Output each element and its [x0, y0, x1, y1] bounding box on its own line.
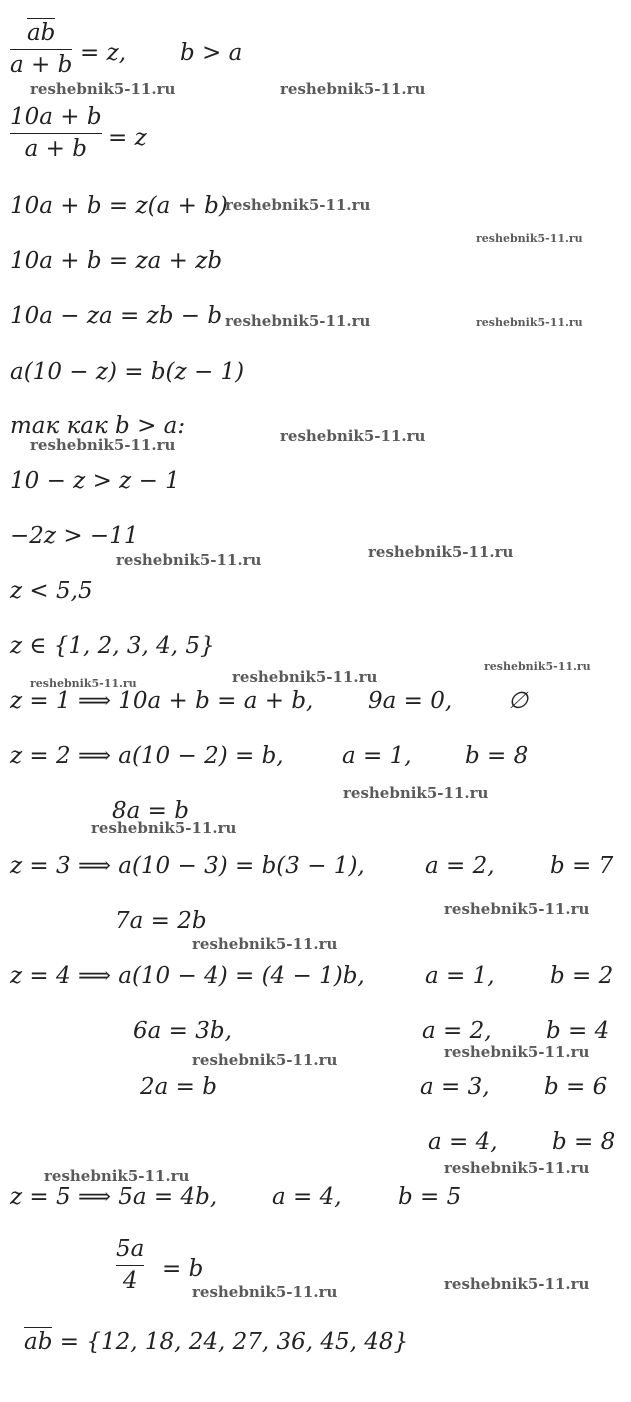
- case-z3-b: b = 7: [550, 853, 614, 879]
- inequality-line: z < 5,5: [10, 578, 93, 604]
- watermark: reshebnik5-11.ru: [192, 1051, 338, 1069]
- case-z4-b4: b = 8: [552, 1129, 616, 1155]
- case-z2-b: b = 8: [465, 743, 529, 769]
- text-line-since: так как b > a:: [10, 413, 186, 439]
- watermark: reshebnik5-11.ru: [30, 436, 176, 454]
- fraction-ab-over-a-plus-b: [10, 22, 72, 77]
- watermark: reshebnik5-11.ru: [444, 1159, 590, 1177]
- fraction-denominator: 4: [122, 1268, 138, 1294]
- fraction-bar: [10, 49, 72, 50]
- equation-line: 10a + b = z(a + b): [10, 193, 228, 219]
- watermark: reshebnik5-11.ru: [476, 232, 583, 245]
- fraction-denominator: a + b: [10, 52, 73, 78]
- watermark: reshebnik5-11.ru: [192, 935, 338, 953]
- watermark: reshebnik5-11.ru: [368, 543, 514, 561]
- final-answer: [24, 1331, 408, 1354]
- case-z3-simplified: 7a = 2b: [115, 908, 207, 934]
- fraction-bar: [116, 1265, 144, 1266]
- case-z5-b: b = 5: [398, 1184, 462, 1210]
- watermark: reshebnik5-11.ru: [476, 316, 583, 329]
- equation-rhs: = b: [162, 1256, 204, 1282]
- case-z4-a2: a = 2,: [422, 1018, 492, 1044]
- case-z4-a4: a = 4,: [428, 1129, 498, 1155]
- watermark: reshebnik5-11.ru: [280, 427, 426, 445]
- case-z4-simplified-2: 2a = b: [140, 1074, 217, 1100]
- overline-ab: ab: [24, 1329, 53, 1355]
- case-z4-b3: b = 6: [544, 1074, 608, 1100]
- inequality-line: 10 − z > z − 1: [10, 468, 180, 494]
- equation-line: 10a − za = zb − b: [10, 303, 223, 329]
- equation-rhs: = z,: [80, 40, 127, 66]
- watermark: reshebnik5-11.ru: [444, 1043, 590, 1061]
- fraction-numerator: 10a + b: [10, 104, 102, 130]
- case-z3: z = 3 ⟹ a(10 − 3) = b(3 − 1),: [10, 853, 365, 879]
- case-z3-a: a = 2,: [425, 853, 495, 879]
- watermark: reshebnik5-11.ru: [225, 312, 371, 330]
- equation-rhs: = z: [108, 125, 147, 151]
- case-z2: z = 2 ⟹ a(10 − 2) = b,: [10, 743, 284, 769]
- fraction-numerator: ab: [26, 20, 56, 46]
- set-line: z ∈ {1, 2, 3, 4, 5}: [10, 633, 215, 659]
- fraction-denominator: a + b: [24, 136, 87, 162]
- case-z5-a: a = 4,: [272, 1184, 342, 1210]
- case-z2-simplified: 8a = b: [112, 798, 189, 824]
- fraction-5a-over-4: [116, 1238, 144, 1293]
- final-answer-set: = {12, 18, 24, 27, 36, 45, 48}: [59, 1329, 409, 1355]
- case-z4: z = 4 ⟹ a(10 − 4) = (4 − 1)b,: [10, 963, 365, 989]
- watermark: reshebnik5-11.ru: [192, 1283, 338, 1301]
- condition-b-greater-a: b > a: [180, 40, 243, 66]
- case-z4-b2: b = 4: [546, 1018, 610, 1044]
- case-z1: z = 1 ⟹ 10a + b = a + b,: [10, 688, 314, 714]
- watermark: reshebnik5-11.ru: [444, 900, 590, 918]
- fraction-10a-plus-b: [10, 106, 102, 161]
- watermark: reshebnik5-11.ru: [30, 677, 137, 690]
- fraction-numerator: 5a: [116, 1236, 145, 1262]
- case-z5: z = 5 ⟹ 5a = 4b,: [10, 1184, 218, 1210]
- case-z4-simplified: 6a = 3b,: [133, 1018, 232, 1044]
- equation-line: 10a + b = za + zb: [10, 248, 223, 274]
- watermark: reshebnik5-11.ru: [484, 660, 591, 673]
- case-z4-a1: a = 1,: [425, 963, 495, 989]
- equation-line: a(10 − z) = b(z − 1): [10, 359, 245, 385]
- watermark: reshebnik5-11.ru: [91, 819, 237, 837]
- watermark: reshebnik5-11.ru: [280, 80, 426, 98]
- fraction-bar: [10, 133, 102, 134]
- case-z4-b1: b = 2: [550, 963, 614, 989]
- watermark: reshebnik5-11.ru: [444, 1275, 590, 1293]
- empty-set-symbol: ∅: [508, 688, 529, 714]
- case-z4-a3: a = 3,: [420, 1074, 490, 1100]
- watermark: reshebnik5-11.ru: [343, 784, 489, 802]
- watermark: reshebnik5-11.ru: [232, 668, 378, 686]
- watermark: reshebnik5-11.ru: [30, 80, 176, 98]
- case-z2-a: a = 1,: [342, 743, 412, 769]
- case-z1-result: 9a = 0,: [368, 688, 453, 714]
- watermark: reshebnik5-11.ru: [44, 1167, 190, 1185]
- watermark: reshebnik5-11.ru: [225, 196, 371, 214]
- watermark: reshebnik5-11.ru: [116, 551, 262, 569]
- inequality-line: −2z > −11: [10, 523, 139, 549]
